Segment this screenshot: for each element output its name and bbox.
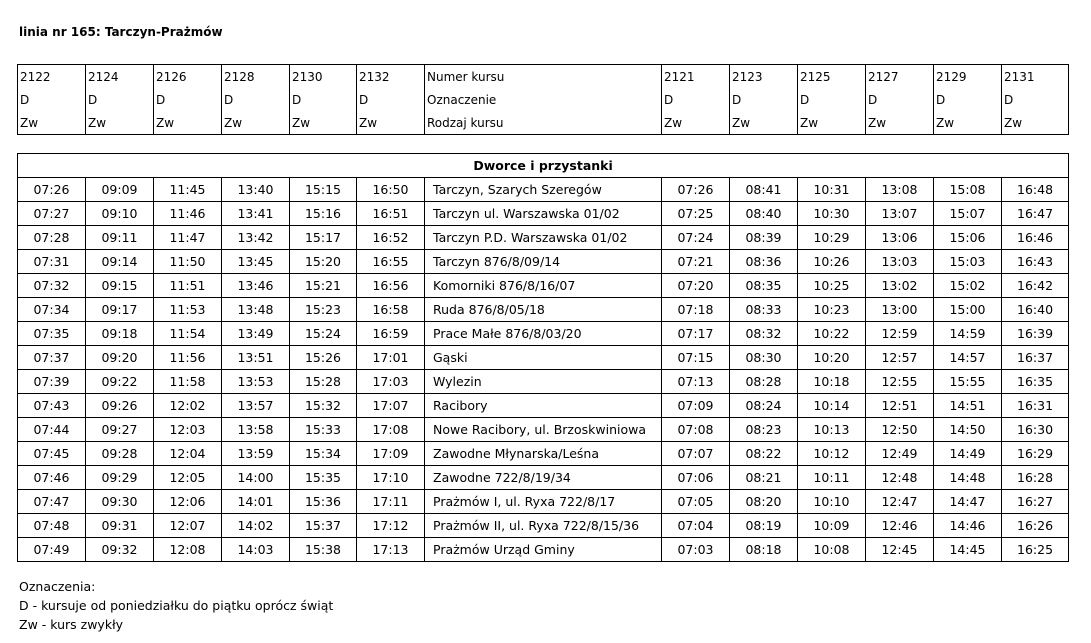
departure-time-cell: 12:55 [866, 370, 934, 394]
departure-time-cell: 15:16 [290, 202, 357, 226]
course-type-cell: Zw [154, 111, 222, 134]
departure-time-cell: 10:09 [798, 514, 866, 538]
departure-time-cell: 13:02 [866, 274, 934, 298]
departure-time-cell: 13:57 [222, 394, 290, 418]
departure-time-cell: 09:29 [86, 466, 154, 490]
designation-cell: D [18, 89, 86, 112]
departure-time-cell: 16:27 [1002, 490, 1069, 514]
designation-cell: D [290, 89, 357, 112]
stop-row [18, 418, 1069, 442]
departure-time-cell: 10:31 [798, 178, 866, 202]
departure-time-cell: 14:59 [934, 322, 1002, 346]
stop-name: Zawodne Młynarska/Leśna [425, 442, 662, 466]
departure-time-cell: 09:17 [86, 298, 154, 322]
departure-time-cell: 09:28 [86, 442, 154, 466]
departure-time-cell: 07:35 [18, 322, 86, 346]
departure-time-cell: 16:29 [1002, 442, 1069, 466]
departure-time-cell: 10:08 [798, 538, 866, 562]
departure-time-cell: 10:12 [798, 442, 866, 466]
departure-time-cell: 14:47 [934, 490, 1002, 514]
departure-time-cell: 11:56 [154, 346, 222, 370]
stop-name: Racibory [425, 394, 662, 418]
departure-time-cell: 14:51 [934, 394, 1002, 418]
departure-time-cell: 15:08 [934, 178, 1002, 202]
course-number-cell: 2132 [357, 65, 425, 89]
departure-time-cell: 12:57 [866, 346, 934, 370]
departure-time-cell: 12:46 [866, 514, 934, 538]
departure-time-cell: 07:07 [662, 442, 730, 466]
departure-time-cell: 09:09 [86, 178, 154, 202]
departure-time-cell: 15:06 [934, 226, 1002, 250]
departure-time-cell: 08:36 [730, 250, 798, 274]
departure-time-cell: 15:33 [290, 418, 357, 442]
departure-time-cell: 16:59 [357, 322, 425, 346]
departure-time-cell: 07:17 [662, 322, 730, 346]
departure-time-cell: 08:33 [730, 298, 798, 322]
departure-time-cell: 14:50 [934, 418, 1002, 442]
departure-time-cell: 09:26 [86, 394, 154, 418]
departure-time-cell: 08:41 [730, 178, 798, 202]
departure-time-cell: 07:31 [18, 250, 86, 274]
departure-time-cell: 14:02 [222, 514, 290, 538]
stop-name: Tarczyn P.D. Warszawska 01/02 [425, 226, 662, 250]
departure-time-cell: 13:46 [222, 274, 290, 298]
departure-time-cell: 13:42 [222, 226, 290, 250]
departure-time-cell: 07:06 [662, 466, 730, 490]
departure-time-cell: 15:20 [290, 250, 357, 274]
departure-time-cell: 16:30 [1002, 418, 1069, 442]
stop-row [18, 322, 1069, 346]
departure-time-cell: 08:40 [730, 202, 798, 226]
departure-time-cell: 13:59 [222, 442, 290, 466]
departure-time-cell: 15:07 [934, 202, 1002, 226]
course-number-cell: 2129 [934, 65, 1002, 89]
stop-name: Komorniki 876/8/16/07 [425, 274, 662, 298]
stop-row [18, 226, 1069, 250]
departure-time-cell: 08:19 [730, 514, 798, 538]
departure-time-cell: 11:53 [154, 298, 222, 322]
departure-time-cell: 09:27 [86, 418, 154, 442]
departure-time-cell: 15:55 [934, 370, 1002, 394]
departure-time-cell: 15:37 [290, 514, 357, 538]
departure-time-cell: 16:50 [357, 178, 425, 202]
course-type-cell: Zw [18, 111, 86, 134]
departure-time-cell: 15:21 [290, 274, 357, 298]
stop-row [18, 250, 1069, 274]
departure-time-cell: 09:31 [86, 514, 154, 538]
departure-time-cell: 10:11 [798, 466, 866, 490]
departure-time-cell: 08:23 [730, 418, 798, 442]
departure-time-cell: 10:20 [798, 346, 866, 370]
stop-name: Wylezin [425, 370, 662, 394]
departure-time-cell: 12:07 [154, 514, 222, 538]
departure-time-cell: 07:21 [662, 250, 730, 274]
departure-time-cell: 16:26 [1002, 514, 1069, 538]
departure-time-cell: 13:53 [222, 370, 290, 394]
stop-name: Tarczyn 876/8/09/14 [425, 250, 662, 274]
course-number-row [18, 65, 1069, 89]
departure-time-cell: 09:10 [86, 202, 154, 226]
header-row-label: Rodzaj kursu [425, 111, 662, 134]
course-number-cell: 2128 [222, 65, 290, 89]
stop-name: Tarczyn, Szarych Szeregów [425, 178, 662, 202]
course-number-cell: 2130 [290, 65, 357, 89]
departure-time-cell: 13:48 [222, 298, 290, 322]
section-header-row [18, 154, 1069, 178]
departure-time-cell: 13:40 [222, 178, 290, 202]
departure-time-cell: 15:35 [290, 466, 357, 490]
departure-time-cell: 14:57 [934, 346, 1002, 370]
departure-time-cell: 17:11 [357, 490, 425, 514]
stop-row [18, 346, 1069, 370]
timetable [17, 153, 1069, 562]
departure-time-cell: 11:50 [154, 250, 222, 274]
course-type-cell: Zw [662, 111, 730, 134]
departure-time-cell: 14:01 [222, 490, 290, 514]
departure-time-cell: 16:35 [1002, 370, 1069, 394]
departure-time-cell: 16:39 [1002, 322, 1069, 346]
designation-cell: D [357, 89, 425, 112]
departure-time-cell: 15:32 [290, 394, 357, 418]
departure-time-cell: 07:46 [18, 466, 86, 490]
departure-time-cell: 16:51 [357, 202, 425, 226]
departure-time-cell: 11:47 [154, 226, 222, 250]
departure-time-cell: 10:18 [798, 370, 866, 394]
departure-time-cell: 12:08 [154, 538, 222, 562]
stop-row [18, 538, 1069, 562]
designation-cell: D [86, 89, 154, 112]
departure-time-cell: 08:32 [730, 322, 798, 346]
course-type-cell: Zw [730, 111, 798, 134]
departure-time-cell: 17:13 [357, 538, 425, 562]
departure-time-cell: 16:58 [357, 298, 425, 322]
departure-time-cell: 10:23 [798, 298, 866, 322]
departure-time-cell: 11:45 [154, 178, 222, 202]
course-type-cell: Zw [86, 111, 154, 134]
departure-time-cell: 14:48 [934, 466, 1002, 490]
course-type-cell: Zw [357, 111, 425, 134]
departure-time-cell: 17:07 [357, 394, 425, 418]
departure-time-cell: 08:28 [730, 370, 798, 394]
departure-time-cell: 07:39 [18, 370, 86, 394]
stop-name: Tarczyn ul. Warszawska 01/02 [425, 202, 662, 226]
departure-time-cell: 07:18 [662, 298, 730, 322]
departure-time-cell: 13:06 [866, 226, 934, 250]
departure-time-cell: 16:47 [1002, 202, 1069, 226]
departure-time-cell: 12:50 [866, 418, 934, 442]
departure-time-cell: 07:48 [18, 514, 86, 538]
departure-time-cell: 16:37 [1002, 346, 1069, 370]
departure-time-cell: 11:54 [154, 322, 222, 346]
departure-time-cell: 07:25 [662, 202, 730, 226]
departure-time-cell: 07:49 [18, 538, 86, 562]
departure-time-cell: 09:22 [86, 370, 154, 394]
departure-time-cell: 10:30 [798, 202, 866, 226]
course-number-cell: 2121 [662, 65, 730, 89]
departure-time-cell: 13:03 [866, 250, 934, 274]
departure-time-cell: 17:12 [357, 514, 425, 538]
designation-cell: D [154, 89, 222, 112]
stop-row [18, 298, 1069, 322]
departure-time-cell: 12:05 [154, 466, 222, 490]
departure-time-cell: 10:29 [798, 226, 866, 250]
departure-time-cell: 12:59 [866, 322, 934, 346]
stop-row [18, 442, 1069, 466]
departure-time-cell: 10:13 [798, 418, 866, 442]
departure-time-cell: 07:08 [662, 418, 730, 442]
designation-cell: D [798, 89, 866, 112]
stop-row [18, 490, 1069, 514]
departure-time-cell: 09:14 [86, 250, 154, 274]
departure-time-cell: 07:44 [18, 418, 86, 442]
departure-time-cell: 08:22 [730, 442, 798, 466]
departure-time-cell: 17:01 [357, 346, 425, 370]
departure-time-cell: 12:45 [866, 538, 934, 562]
departure-time-cell: 12:04 [154, 442, 222, 466]
stop-row [18, 178, 1069, 202]
departure-time-cell: 15:03 [934, 250, 1002, 274]
stop-row [18, 466, 1069, 490]
departure-time-cell: 13:49 [222, 322, 290, 346]
departure-time-cell: 09:11 [86, 226, 154, 250]
departure-time-cell: 10:22 [798, 322, 866, 346]
departure-time-cell: 15:38 [290, 538, 357, 562]
course-type-cell: Zw [934, 111, 1002, 134]
line-title: linia nr 165: Tarczyn-Prażmów [19, 25, 223, 39]
departure-time-cell: 07:20 [662, 274, 730, 298]
course-type-cell: Zw [798, 111, 866, 134]
departure-time-cell: 08:39 [730, 226, 798, 250]
departure-time-cell: 07:24 [662, 226, 730, 250]
stop-row [18, 274, 1069, 298]
departure-time-cell: 13:45 [222, 250, 290, 274]
departure-time-cell: 07:05 [662, 490, 730, 514]
designation-cell: D [1002, 89, 1069, 112]
stop-name: Gąski [425, 346, 662, 370]
departure-time-cell: 07:45 [18, 442, 86, 466]
departure-time-cell: 15:23 [290, 298, 357, 322]
departure-time-cell: 08:35 [730, 274, 798, 298]
departure-time-cell: 07:47 [18, 490, 86, 514]
departure-time-cell: 07:09 [662, 394, 730, 418]
departure-time-cell: 07:13 [662, 370, 730, 394]
stop-row [18, 394, 1069, 418]
departure-time-cell: 13:51 [222, 346, 290, 370]
departure-time-cell: 07:26 [18, 178, 86, 202]
stop-name: Nowe Racibory, ul. Brzoskwiniowa [425, 418, 662, 442]
departure-time-cell: 16:52 [357, 226, 425, 250]
departure-time-cell: 16:55 [357, 250, 425, 274]
departure-time-cell: 07:15 [662, 346, 730, 370]
course-number-cell: 2125 [798, 65, 866, 89]
course-type-cell: Zw [290, 111, 357, 134]
departure-time-cell: 13:08 [866, 178, 934, 202]
stop-row [18, 202, 1069, 226]
section-title: Dworce i przystanki [18, 154, 1069, 178]
header-row-label: Numer kursu [425, 65, 662, 89]
departure-time-cell: 09:30 [86, 490, 154, 514]
departure-time-cell: 15:17 [290, 226, 357, 250]
designation-cell: D [866, 89, 934, 112]
departure-time-cell: 07:43 [18, 394, 86, 418]
departure-time-cell: 07:34 [18, 298, 86, 322]
course-number-cell: 2127 [866, 65, 934, 89]
departure-time-cell: 13:07 [866, 202, 934, 226]
stop-name: Prażmów I, ul. Ryxa 722/8/17 [425, 490, 662, 514]
departure-time-cell: 11:46 [154, 202, 222, 226]
departure-time-cell: 12:03 [154, 418, 222, 442]
departure-time-cell: 11:51 [154, 274, 222, 298]
designation-cell: D [222, 89, 290, 112]
departure-time-cell: 07:26 [662, 178, 730, 202]
departure-time-cell: 15:36 [290, 490, 357, 514]
departure-time-cell: 07:28 [18, 226, 86, 250]
departure-time-cell: 12:48 [866, 466, 934, 490]
designation-cell: D [934, 89, 1002, 112]
course-number-cell: 2131 [1002, 65, 1069, 89]
departure-time-cell: 12:02 [154, 394, 222, 418]
departure-time-cell: 11:58 [154, 370, 222, 394]
departure-time-cell: 12:51 [866, 394, 934, 418]
departure-time-cell: 16:46 [1002, 226, 1069, 250]
departure-time-cell: 17:10 [357, 466, 425, 490]
departure-time-cell: 15:24 [290, 322, 357, 346]
departure-time-cell: 15:15 [290, 178, 357, 202]
departure-time-cell: 15:02 [934, 274, 1002, 298]
departure-time-cell: 15:34 [290, 442, 357, 466]
departure-time-cell: 16:28 [1002, 466, 1069, 490]
departure-time-cell: 16:42 [1002, 274, 1069, 298]
departure-time-cell: 08:21 [730, 466, 798, 490]
stop-row [18, 514, 1069, 538]
course-type-row [18, 111, 1069, 134]
departure-time-cell: 13:00 [866, 298, 934, 322]
course-header-table [17, 64, 1069, 135]
departure-time-cell: 17:09 [357, 442, 425, 466]
legend-heading: Oznaczenia: [19, 579, 96, 594]
stop-name: Prażmów II, ul. Ryxa 722/8/15/36 [425, 514, 662, 538]
departure-time-cell: 14:46 [934, 514, 1002, 538]
departure-time-cell: 10:10 [798, 490, 866, 514]
departure-time-cell: 14:00 [222, 466, 290, 490]
departure-time-cell: 10:25 [798, 274, 866, 298]
course-number-cell: 2122 [18, 65, 86, 89]
stop-name: Prażmów Urząd Gminy [425, 538, 662, 562]
stop-name: Prace Małe 876/8/03/20 [425, 322, 662, 346]
course-type-cell: Zw [866, 111, 934, 134]
departure-time-cell: 07:27 [18, 202, 86, 226]
course-number-cell: 2124 [86, 65, 154, 89]
departure-time-cell: 09:18 [86, 322, 154, 346]
departure-time-cell: 16:40 [1002, 298, 1069, 322]
departure-time-cell: 15:28 [290, 370, 357, 394]
departure-time-cell: 08:20 [730, 490, 798, 514]
departure-time-cell: 13:58 [222, 418, 290, 442]
departure-time-cell: 07:32 [18, 274, 86, 298]
designation-cell: D [662, 89, 730, 112]
departure-time-cell: 16:56 [357, 274, 425, 298]
departure-time-cell: 10:26 [798, 250, 866, 274]
departure-time-cell: 16:48 [1002, 178, 1069, 202]
legend-item-zw: Zw - kurs zwykły [19, 617, 124, 632]
departure-time-cell: 15:00 [934, 298, 1002, 322]
departure-time-cell: 09:15 [86, 274, 154, 298]
course-type-cell: Zw [222, 111, 290, 134]
departure-time-cell: 12:47 [866, 490, 934, 514]
departure-time-cell: 15:26 [290, 346, 357, 370]
departure-time-cell: 14:03 [222, 538, 290, 562]
stop-name: Zawodne 722/8/19/34 [425, 466, 662, 490]
departure-time-cell: 13:41 [222, 202, 290, 226]
departure-time-cell: 17:08 [357, 418, 425, 442]
departure-time-cell: 12:49 [866, 442, 934, 466]
departure-time-cell: 07:03 [662, 538, 730, 562]
departure-time-cell: 08:24 [730, 394, 798, 418]
designation-cell: D [730, 89, 798, 112]
legend-item-d: D - kursuje od poniedziałku do piątku oprócz świąt [19, 598, 334, 613]
departure-time-cell: 07:04 [662, 514, 730, 538]
departure-time-cell: 17:03 [357, 370, 425, 394]
departure-time-cell: 16:43 [1002, 250, 1069, 274]
header-row-label: Oznaczenie [425, 89, 662, 112]
departure-time-cell: 16:25 [1002, 538, 1069, 562]
stop-row [18, 370, 1069, 394]
departure-time-cell: 10:14 [798, 394, 866, 418]
designation-row [18, 89, 1069, 112]
departure-time-cell: 14:45 [934, 538, 1002, 562]
course-number-cell: 2123 [730, 65, 798, 89]
course-number-cell: 2126 [154, 65, 222, 89]
departure-time-cell: 09:32 [86, 538, 154, 562]
departure-time-cell: 08:18 [730, 538, 798, 562]
departure-time-cell: 16:31 [1002, 394, 1069, 418]
departure-time-cell: 12:06 [154, 490, 222, 514]
departure-time-cell: 07:37 [18, 346, 86, 370]
departure-time-cell: 09:20 [86, 346, 154, 370]
stop-name: Ruda 876/8/05/18 [425, 298, 662, 322]
departure-time-cell: 08:30 [730, 346, 798, 370]
course-type-cell: Zw [1002, 111, 1069, 134]
departure-time-cell: 14:49 [934, 442, 1002, 466]
